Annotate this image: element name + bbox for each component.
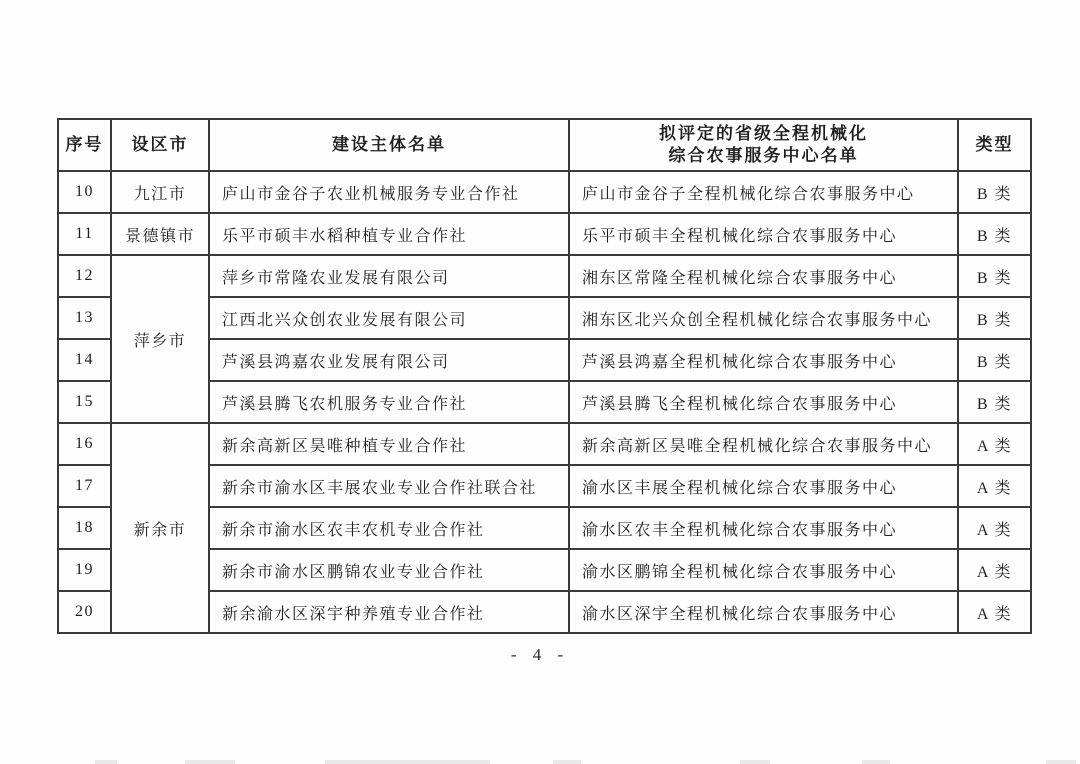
header-center-name: [569, 119, 958, 171]
cell-entity-name: 新余高新区昊唯种植专业合作社: [209, 423, 569, 465]
header-serial-number: 序号: [58, 119, 111, 171]
cell-center-name: 渝水区丰展全程机械化综合农事服务中心: [569, 465, 958, 507]
cell-serial-number: 14: [58, 339, 111, 381]
cell-center-name: 渝水区农丰全程机械化综合农事服务中心: [569, 507, 958, 549]
cell-entity-name: 江西北兴众创农业发展有限公司: [209, 297, 569, 339]
cell-serial-number: 15: [58, 381, 111, 423]
cell-type: A 类: [958, 423, 1031, 465]
cell-center-name: 庐山市金谷子全程机械化综合农事服务中心: [569, 171, 958, 213]
cell-city: 萍乡市: [111, 255, 209, 423]
cell-entity-name: 芦溪县腾飞农机服务专业合作社: [209, 381, 569, 423]
cell-entity-name: 萍乡市常隆农业发展有限公司: [209, 255, 569, 297]
cell-city: 新余市: [111, 423, 209, 633]
cell-serial-number: 11: [58, 213, 111, 255]
table-row: [58, 423, 1031, 465]
page-number: - 4 -: [510, 645, 570, 664]
service-center-table: [57, 118, 1032, 634]
table-row: [58, 171, 1031, 213]
cell-entity-name: 新余市渝水区鹏锦农业专业合作社: [209, 549, 569, 591]
cell-entity-name: 新余渝水区深宇种养殖专业合作社: [209, 591, 569, 633]
cell-serial-number: 20: [58, 591, 111, 633]
cell-serial-number: 19: [58, 549, 111, 591]
table-row: [58, 213, 1031, 255]
header-city: 设区市: [111, 119, 209, 171]
cell-serial-number: 18: [58, 507, 111, 549]
cell-type: B 类: [958, 297, 1031, 339]
table-body: [58, 171, 1031, 633]
cell-city: 景德镇市: [111, 213, 209, 255]
cell-type: B 类: [958, 255, 1031, 297]
cell-center-name: 芦溪县鸿嘉全程机械化综合农事服务中心: [569, 339, 958, 381]
cell-center-name: 芦溪县腾飞全程机械化综合农事服务中心: [569, 381, 958, 423]
cell-entity-name: 新余市渝水区丰展农业专业合作社联合社: [209, 465, 569, 507]
cell-type: A 类: [958, 549, 1031, 591]
cell-center-name: 新余高新区昊唯全程机械化综合农事服务中心: [569, 423, 958, 465]
cell-type: B 类: [958, 381, 1031, 423]
cell-entity-name: 新余市渝水区农丰农机专业合作社: [209, 507, 569, 549]
cell-serial-number: 12: [58, 255, 111, 297]
header-center-name-line1: 拟评定的省级全程机械化: [659, 123, 868, 143]
cell-center-name: 渝水区深宇全程机械化综合农事服务中心: [569, 591, 958, 633]
cell-type: B 类: [958, 339, 1031, 381]
cell-serial-number: 16: [58, 423, 111, 465]
cell-entity-name: 乐平市硕丰水稻种植专业合作社: [209, 213, 569, 255]
cell-center-name: 乐平市硕丰全程机械化综合农事服务中心: [569, 213, 958, 255]
header-center-name-line2: 综合农事服务中心名单: [668, 146, 859, 165]
cell-type: A 类: [958, 465, 1031, 507]
cell-type: B 类: [958, 171, 1031, 213]
cell-center-name: 湘东区北兴众创全程机械化综合农事服务中心: [569, 297, 958, 339]
cell-type: A 类: [958, 507, 1031, 549]
table-row: [58, 255, 1031, 297]
cell-city: 九江市: [111, 171, 209, 213]
cell-serial-number: 17: [58, 465, 111, 507]
header-entity-name: 建设主体名单: [209, 119, 569, 171]
cell-serial-number: 13: [58, 297, 111, 339]
cell-center-name: 渝水区鹏锦全程机械化综合农事服务中心: [569, 549, 958, 591]
cell-serial-number: 10: [58, 171, 111, 213]
cell-type: A 类: [958, 591, 1031, 633]
table-header-row: [58, 119, 1031, 171]
table-header: [58, 119, 1031, 171]
cell-center-name: 湘东区常隆全程机械化综合农事服务中心: [569, 255, 958, 297]
cell-entity-name: 芦溪县鸿嘉农业发展有限公司: [209, 339, 569, 381]
header-type: 类型: [958, 119, 1031, 171]
cell-entity-name: 庐山市金谷子农业机械服务专业合作社: [209, 171, 569, 213]
cell-type: B 类: [958, 213, 1031, 255]
scan-edge-artifact: [0, 758, 1080, 764]
